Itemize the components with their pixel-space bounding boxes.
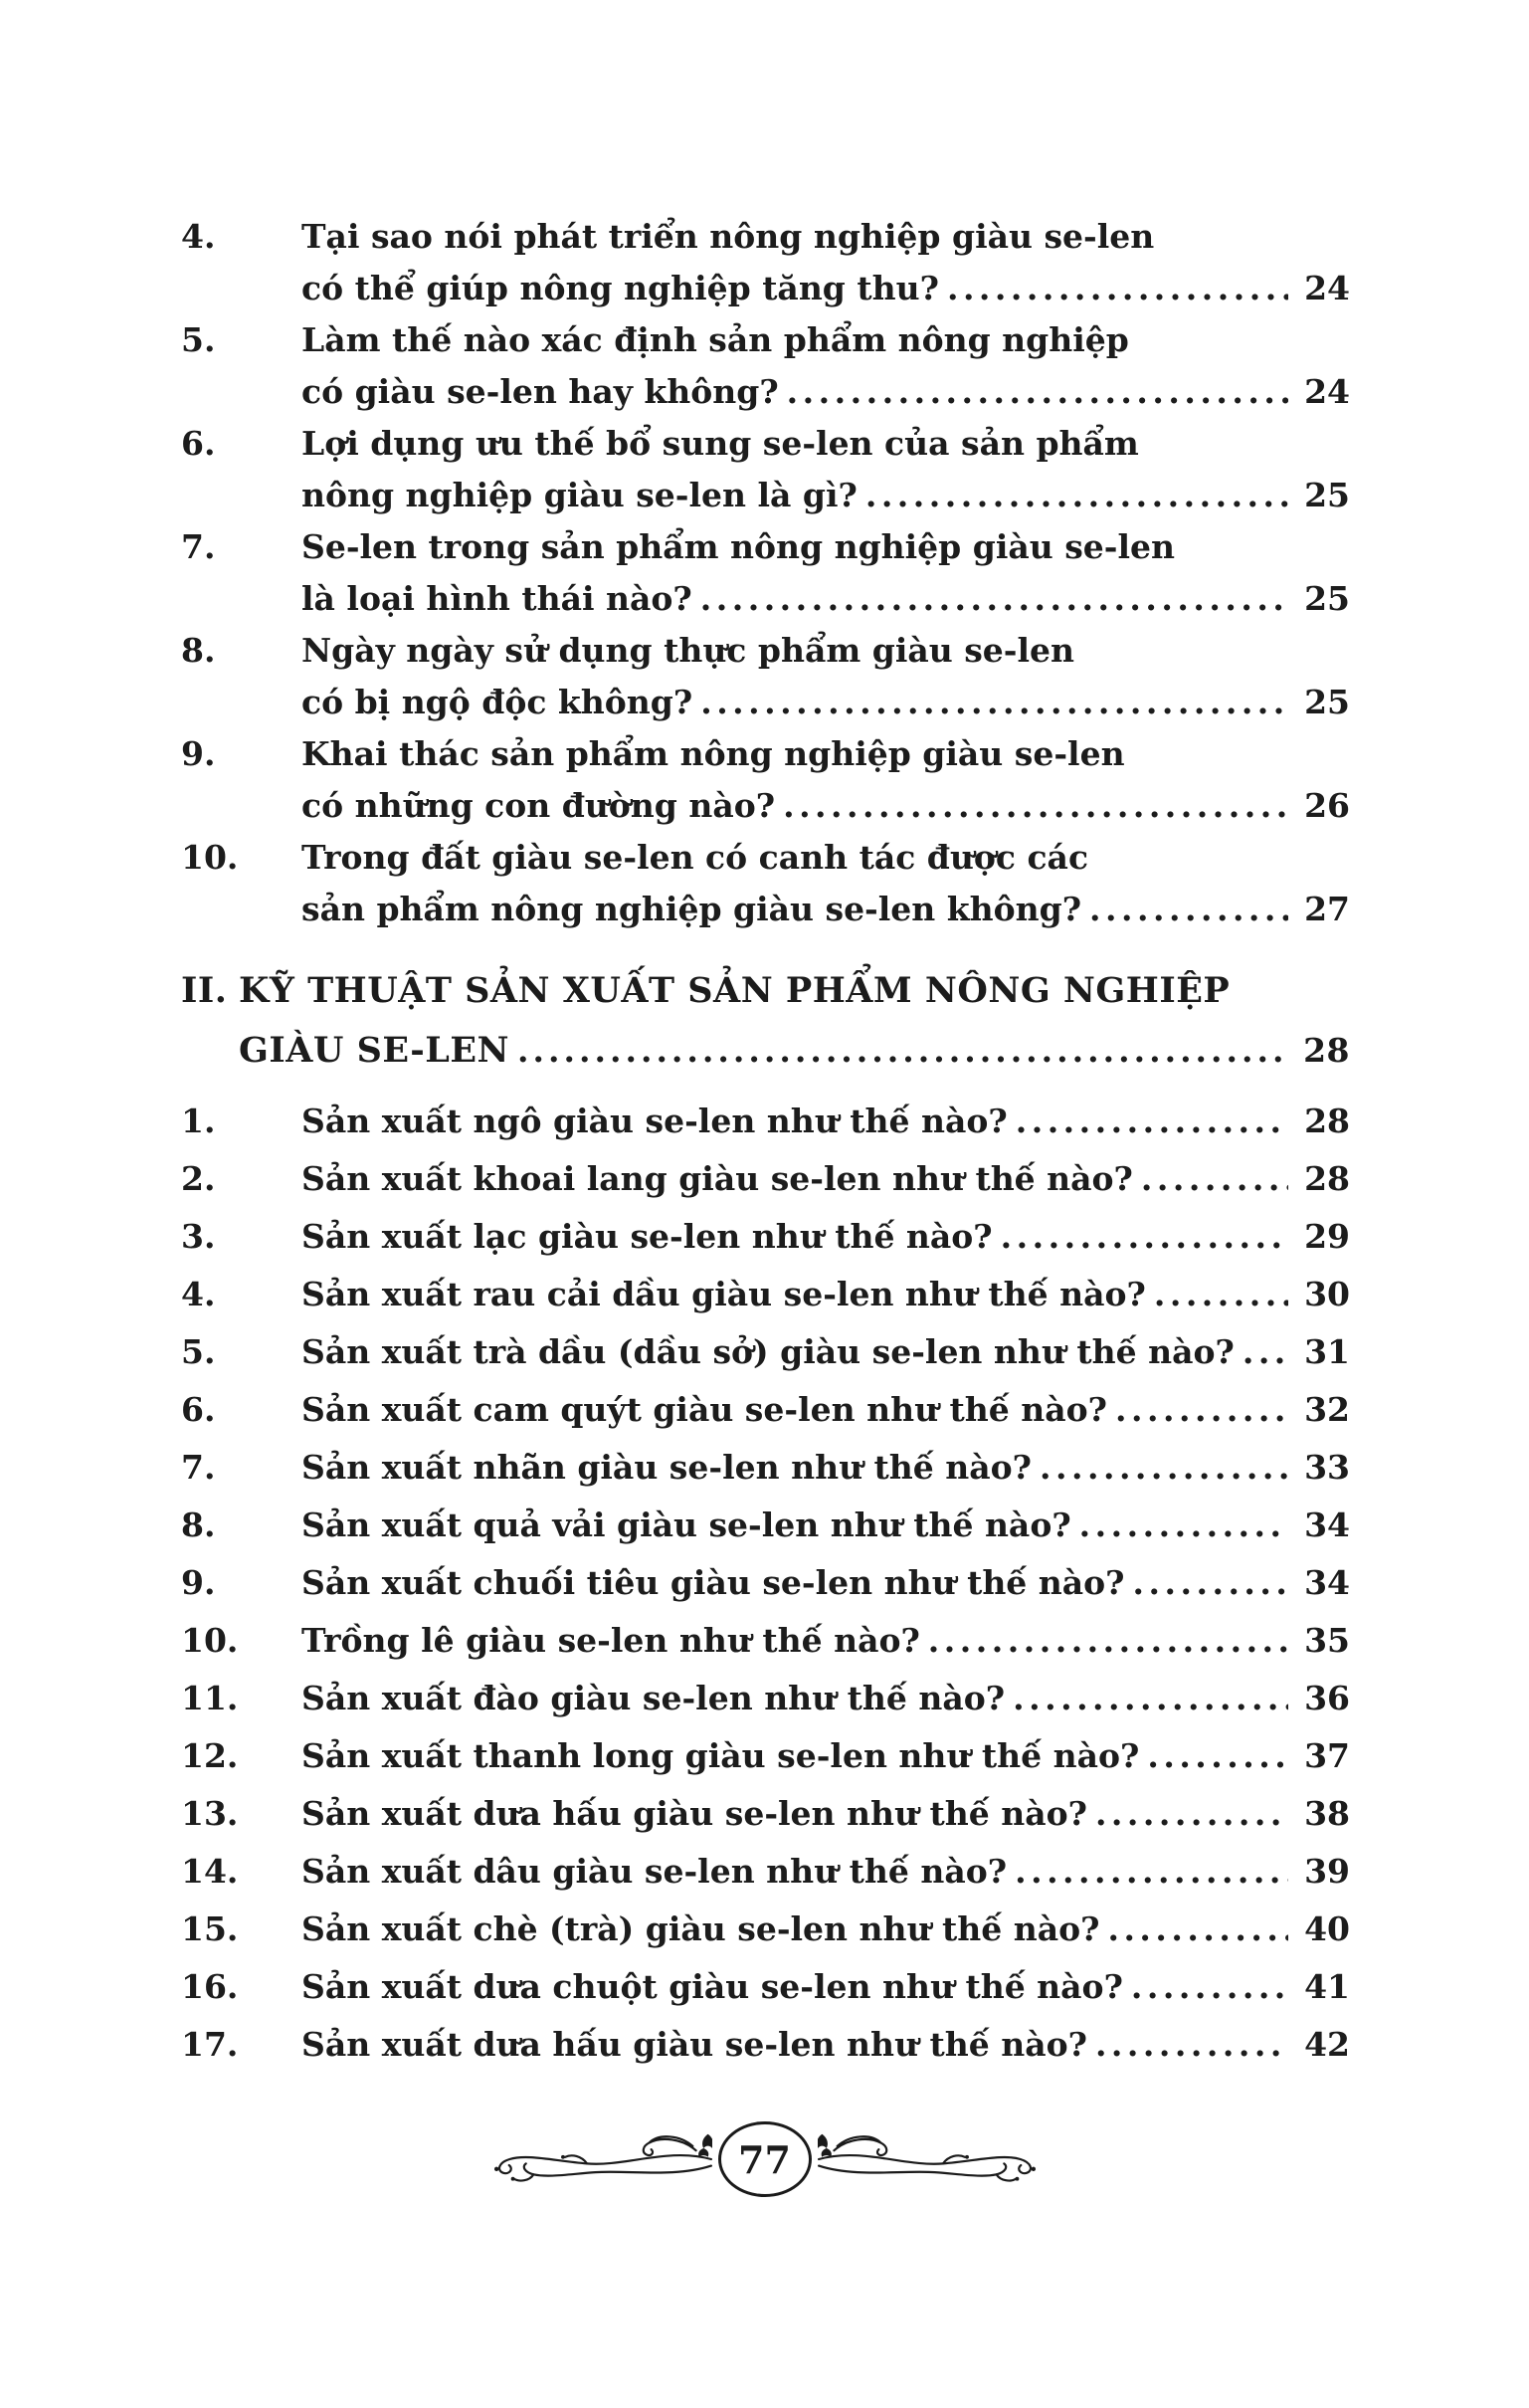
entry-number: 6. [181,424,216,463]
entry-page-number: 32 [1304,1390,1350,1429]
dot-leader [700,677,1288,728]
entry-page-number: 39 [1304,1852,1350,1891]
entry-text: Sản xuất khoai lang giàu se-len như thế nào? [301,1159,1133,1198]
dot-leader [1242,1323,1288,1381]
toc-entry [181,1670,1350,1727]
toc-entry-line [181,1554,1350,1612]
entry-number: 8. [181,1505,216,1544]
toc-entry-continuation-line [181,884,1350,935]
entry-number: 9. [181,1563,216,1602]
entry-number: 6. [181,1390,216,1429]
toc-entry-line [181,1670,1350,1727]
entry-text: Sản xuất quả vải giàu se-len như thế nào? [301,1505,1071,1544]
toc-entry [181,832,1350,935]
toc-entry [181,1266,1350,1323]
dot-leader [1147,1727,1288,1785]
toc-entry-line [181,1208,1350,1266]
toc-entry [181,1843,1350,1901]
entry-number: 4. [181,1275,216,1313]
entry-text: Sản xuất dưa chuột giàu se-len như thế nào? [301,1967,1123,2006]
dot-leader [1154,1266,1288,1323]
entry-number: 15. [181,1909,239,1948]
dot-leader [1013,1670,1288,1727]
entry-text: Sản xuất thanh long giàu se-len như thế nào? [301,1736,1140,1775]
entry-page-number: 36 [1304,1679,1350,1717]
toc-entry-line [181,314,1350,366]
toc-entry-line [181,1901,1350,1958]
toc-entry-line [181,1843,1350,1901]
entry-text: Sản xuất dưa hấu giàu se-len như thế nào? [301,1794,1087,1833]
entry-page-number: 25 [1304,683,1350,721]
toc-entry-continuation-line [181,470,1350,521]
entry-text: Sản xuất nhãn giàu se-len như thế nào? [301,1448,1032,1487]
entry-number: 5. [181,1332,216,1371]
toc-entry-line [181,832,1350,884]
toc-entry-line [181,418,1350,470]
entry-page-number: 27 [1304,890,1350,928]
toc-entry-line [181,625,1350,677]
toc-entry [181,1958,1350,2016]
dot-leader [1015,1843,1288,1901]
entry-page-number: 37 [1304,1736,1350,1775]
entry-number: 2. [181,1159,216,1198]
entry-text: Se-len trong sản phẩm nông nghiệp giàu se-len [301,527,1176,566]
entry-page-number: 35 [1304,1621,1350,1660]
dot-leader [1016,1093,1288,1150]
toc-entry-line [181,1612,1350,1670]
page-footer [0,2117,1529,2201]
flourish-ornament-left-icon [483,2117,712,2201]
dot-leader [1095,1785,1288,1843]
entry-number: 17. [181,2025,239,2064]
toc-entry [181,1727,1350,1785]
entry-page-number: 31 [1304,1332,1350,1371]
dot-leader [865,470,1288,521]
toc-entry-line [181,1439,1350,1497]
entry-text: Sản xuất đào giàu se-len như thế nào? [301,1679,1006,1717]
toc-entry-line [181,1958,1350,2016]
entry-page-number: 38 [1304,1794,1350,1833]
dot-leader [1131,1958,1288,2016]
toc-entry [181,1093,1350,1150]
dot-leader [1095,2016,1288,2074]
toc-entry-continuation-line [181,677,1350,728]
entry-text: Sản xuất cam quýt giàu se-len như thế nào? [301,1390,1107,1429]
entry-text: Trồng lê giàu se-len như thế nào? [301,1621,920,1660]
toc-entry-line [181,1381,1350,1439]
entry-text: Tại sao nói phát triển nông nghiệp giàu se-len [301,217,1155,256]
toc-entry [181,1785,1350,1843]
entry-page-number: 25 [1304,476,1350,514]
entry-text: Sản xuất trà dầu (dầu sở) giàu se-len như thế nào? [301,1332,1235,1371]
dot-leader [1001,1208,1288,1266]
entry-number: 12. [181,1736,239,1775]
toc-section-1 [181,211,1350,935]
toc-entry-continuation-line [181,263,1350,314]
entry-number: 14. [181,1852,239,1891]
entry-text-continuation: có thể giúp nông nghiệp tăng thu? [301,269,939,307]
toc-entry-line [181,1497,1350,1554]
entry-number: 7. [181,527,216,566]
toc-entry-line [181,521,1350,573]
entry-text-continuation: có những con đường nào? [301,786,776,825]
dot-leader [1133,1554,1288,1612]
entry-text: Sản xuất dâu giàu se-len như thế nào? [301,1852,1008,1891]
entry-number: 4. [181,217,216,256]
page-number: 77 [738,2136,791,2182]
entry-text: Lợi dụng ưu thế bổ sung se-len của sản phẩm [301,424,1139,463]
toc-entry-line [181,1093,1350,1150]
flourish-ornament-right-icon [818,2117,1047,2201]
entry-text: Sản xuất dưa hấu giàu se-len như thế nào? [301,2025,1087,2064]
entry-text-continuation: nông nghiệp giàu se-len là gì? [301,476,858,514]
toc-entry [181,1381,1350,1439]
entry-text-continuation: có bị ngộ độc không? [301,683,693,721]
toc-entry [181,1150,1350,1208]
entry-text: Trong đất giàu se-len có canh tác được các [301,838,1089,877]
entry-text: Khai thác sản phẩm nông nghiệp giàu se-len [301,734,1125,773]
entry-number: 8. [181,631,216,670]
dot-leader [783,780,1288,832]
entry-text: Sản xuất chuối tiêu giàu se-len như thế nào? [301,1563,1125,1602]
dot-leader [517,1021,1288,1081]
toc-entry [181,1612,1350,1670]
toc-entry-line [181,1150,1350,1208]
toc-entry-line [181,2016,1350,2074]
toc-entry [181,1497,1350,1554]
table-of-contents [181,211,1350,2074]
toc-entry [181,1901,1350,1958]
entry-page-number: 42 [1304,2025,1350,2064]
toc-section-heading [181,961,1350,1081]
entry-text: Sản xuất lạc giàu se-len như thế nào? [301,1217,993,1256]
toc-entry [181,1554,1350,1612]
entry-page-number: 40 [1304,1909,1350,1948]
dot-leader [1089,884,1288,935]
dot-leader [700,573,1288,625]
section-title-line1: KỸ THUẬT SẢN XUẤT SẢN PHẨM NÔNG NGHIỆP [239,970,1231,1011]
dot-leader [947,263,1288,314]
toc-entry-line [181,211,1350,263]
entry-page-number: 30 [1304,1275,1350,1313]
dot-leader [787,366,1288,418]
entry-text: Làm thế nào xác định sản phẩm nông nghiệp [301,320,1129,359]
toc-entry-line [181,1785,1350,1843]
entry-number: 16. [181,1967,239,2006]
toc-entry [181,314,1350,418]
toc-entry-continuation-line [181,366,1350,418]
entry-page-number: 25 [1304,579,1350,618]
entry-text: Sản xuất chè (trà) giàu se-len như thế nào? [301,1909,1100,1948]
entry-page-number: 24 [1304,269,1350,307]
dot-leader [1141,1150,1288,1208]
toc-entry-continuation-line [181,780,1350,832]
toc-entry [181,728,1350,832]
dot-leader [1107,1901,1288,1958]
entry-number: 11. [181,1679,239,1717]
entry-page-number: 34 [1304,1505,1350,1544]
section-heading-line [181,1021,1350,1081]
entry-page-number: 41 [1304,1967,1350,2006]
entry-text: Sản xuất ngô giàu se-len như thế nào? [301,1102,1008,1140]
entry-text-continuation: là loại hình thái nào? [301,579,692,618]
entry-page-number: 29 [1304,1217,1350,1256]
entry-number: 1. [181,1102,216,1140]
toc-entry-continuation-line [181,573,1350,625]
entry-text-continuation: sản phẩm nông nghiệp giàu se-len không? [301,890,1082,928]
entry-number: 7. [181,1448,216,1487]
section-number: II. [181,970,228,1011]
page-number-badge [718,2121,812,2197]
toc-entry [181,1323,1350,1381]
dot-leader [1115,1381,1288,1439]
toc-entry [181,1439,1350,1497]
section-page-number: 28 [1303,1031,1350,1070]
toc-section-2 [181,1093,1350,2074]
toc-entry [181,418,1350,521]
entry-number: 3. [181,1217,216,1256]
entry-number: 5. [181,320,216,359]
toc-entry [181,2016,1350,2074]
entry-text: Sản xuất rau cải dầu giàu se-len như thế nào? [301,1275,1146,1313]
entry-page-number: 28 [1304,1102,1350,1140]
toc-entry-line [181,1323,1350,1381]
entry-page-number: 33 [1304,1448,1350,1487]
dot-leader [1079,1497,1288,1554]
entry-page-number: 28 [1304,1159,1350,1198]
entry-text-continuation: có giàu se-len hay không? [301,372,779,411]
dot-leader [1040,1439,1288,1497]
entry-page-number: 24 [1304,372,1350,411]
toc-entry-line [181,1266,1350,1323]
dot-leader [928,1612,1288,1670]
entry-text: Ngày ngày sử dụng thực phẩm giàu se-len [301,631,1075,670]
toc-entry-line [181,1727,1350,1785]
entry-page-number: 34 [1304,1563,1350,1602]
entry-number: 13. [181,1794,239,1833]
section-heading-line [181,961,1350,1021]
toc-entry [181,625,1350,728]
toc-entry-line [181,728,1350,780]
toc-entry [181,521,1350,625]
entry-page-number: 26 [1304,786,1350,825]
toc-entry [181,211,1350,314]
entry-number: 10. [181,1621,239,1660]
toc-entry [181,1208,1350,1266]
section-title-line2: GIÀU SE-LEN [239,1030,510,1071]
entry-number: 10. [181,838,239,877]
entry-number: 9. [181,734,216,773]
